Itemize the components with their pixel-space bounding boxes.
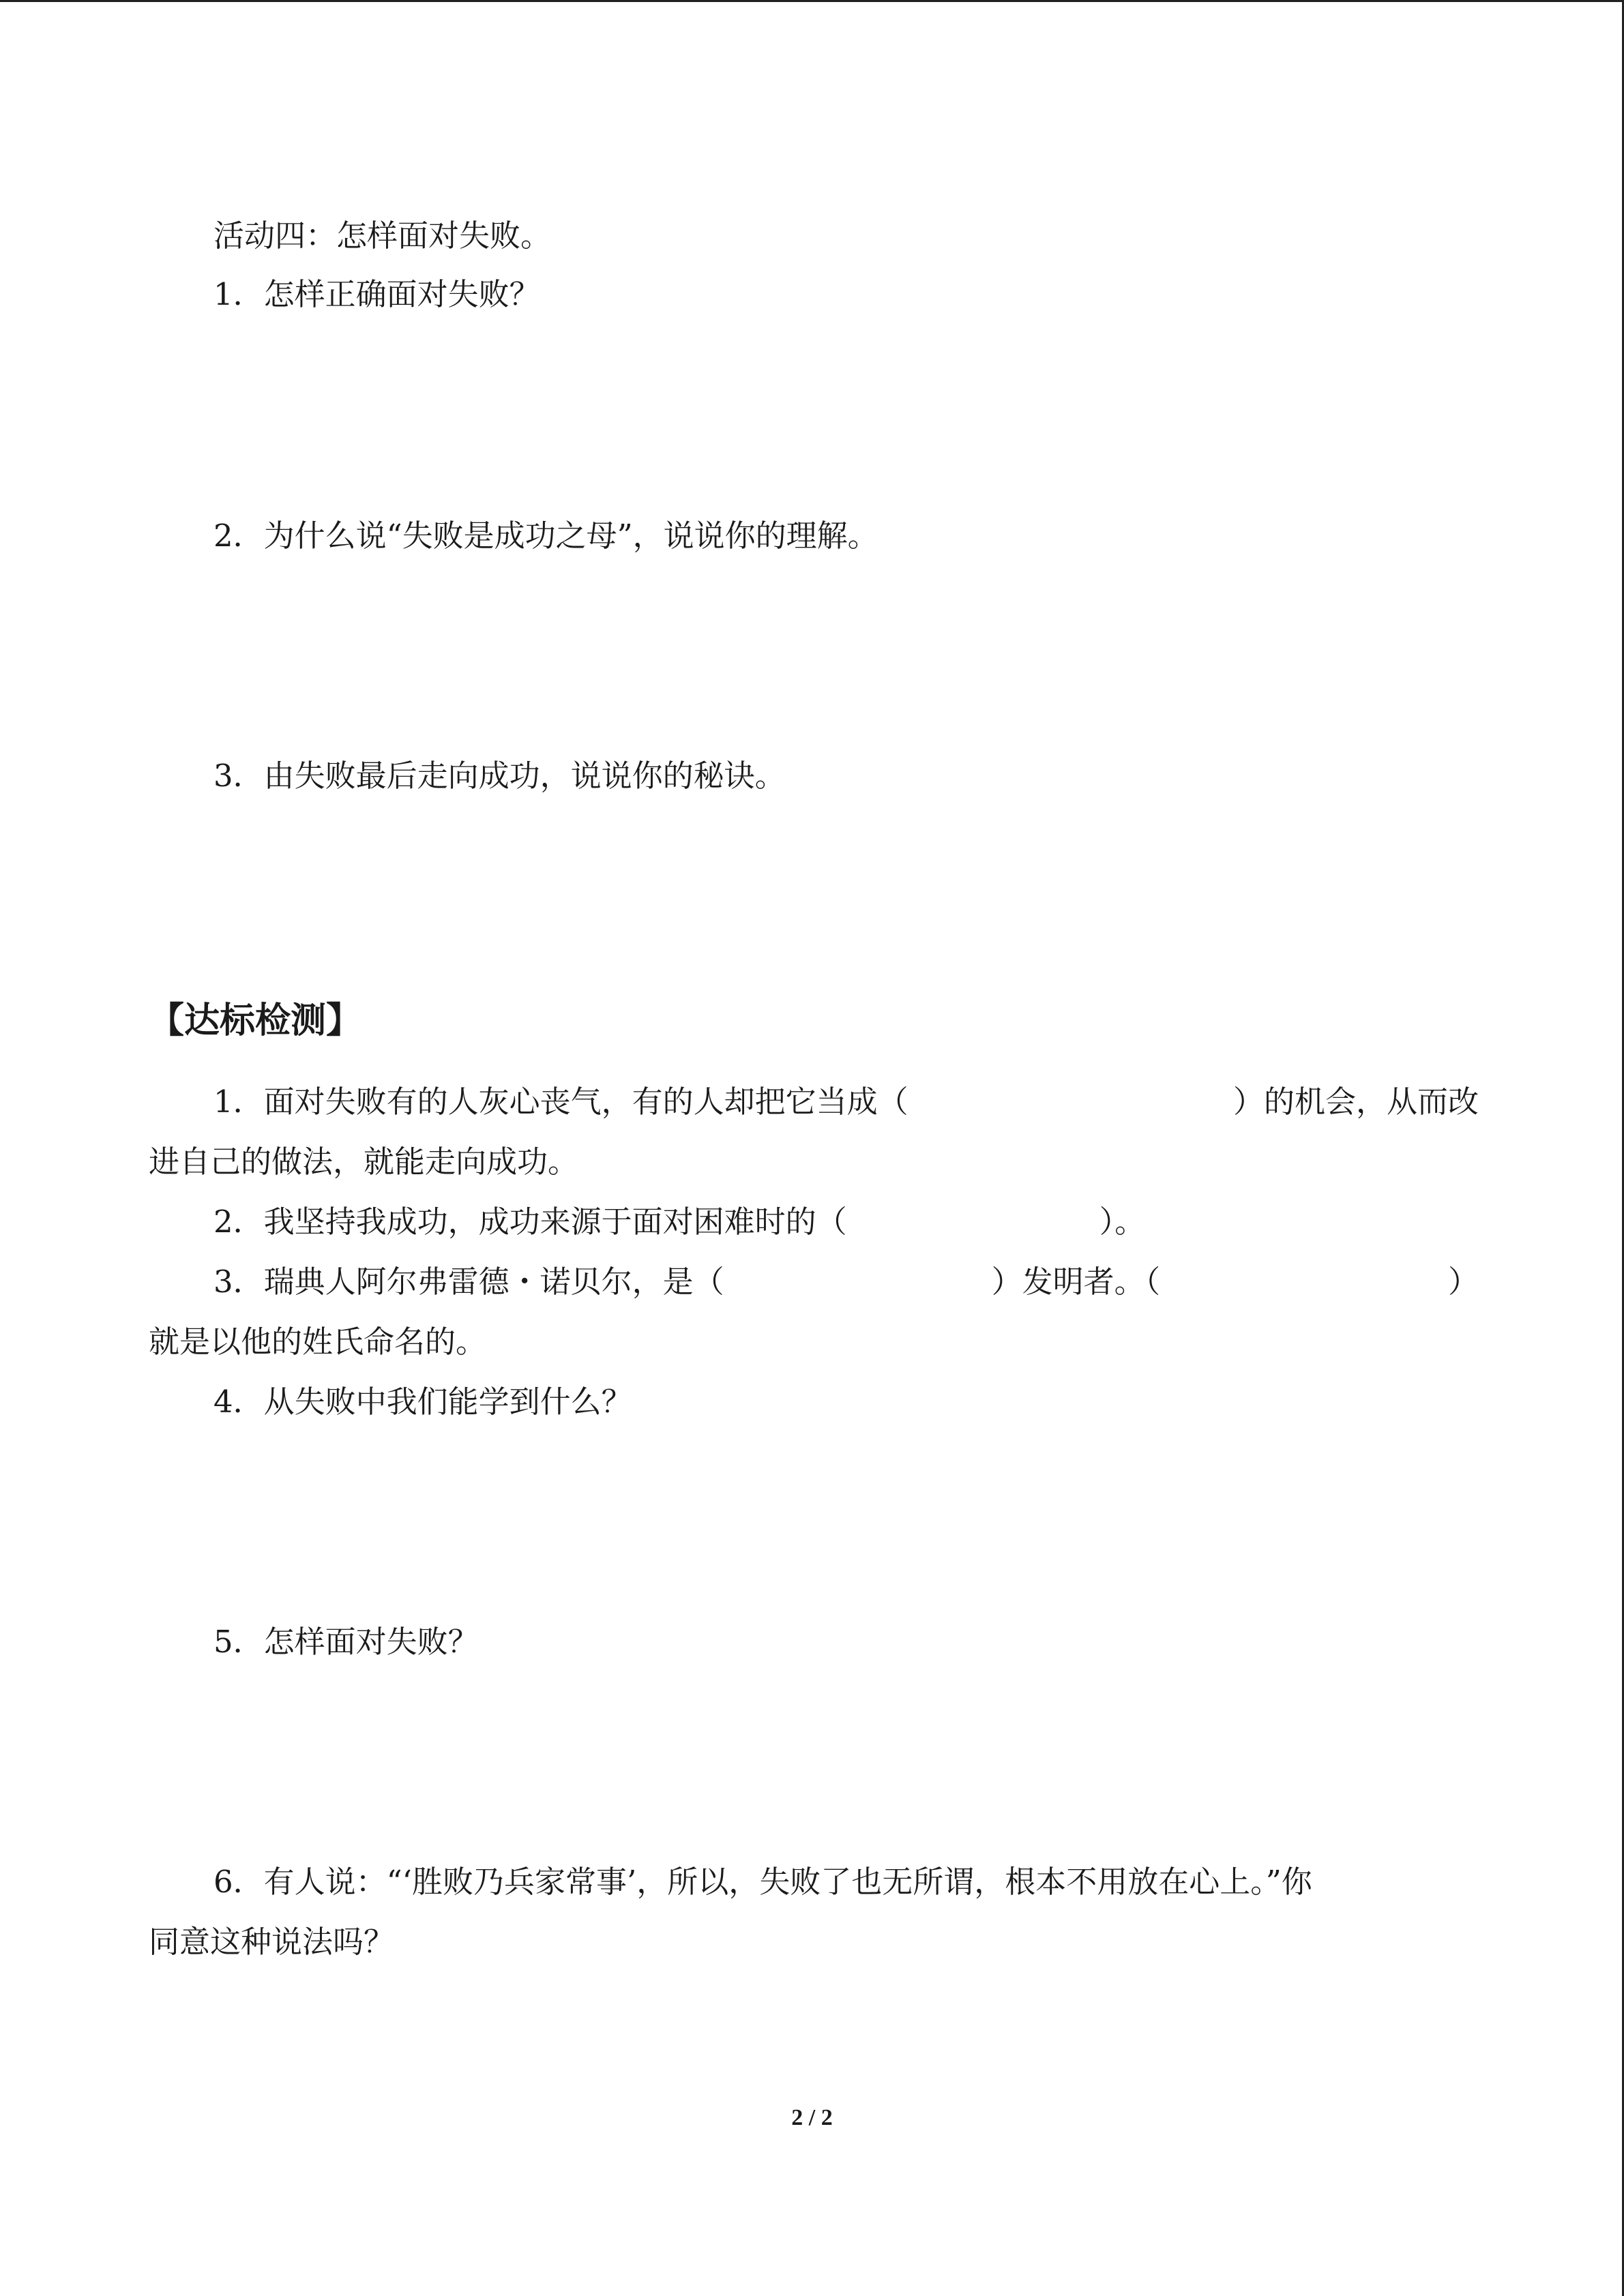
test-item-1-text-a: 1．面对失败有的人灰心丧气，有的人却把它当成（: [213, 1084, 909, 1120]
test-item-6-line-2: 同意这种说法吗？: [149, 1924, 395, 1960]
test-item-1-line-1: [213, 1082, 1479, 1122]
test-item-3-text-c: ）: [1447, 1264, 1479, 1300]
test-item-3-line-1: [213, 1262, 1479, 1302]
activity-question-3: 3．由失败最后走向成功，说说你的秘诀。: [213, 758, 786, 794]
test-item-1-line-2: 进自己的做法，就能走向成功。: [149, 1144, 579, 1180]
test-item-1-text-b: ）的机会，从而改: [1232, 1084, 1479, 1120]
test-item-3-text-a: 3．瑞典人阿尔弗雷德・诺贝尔，是（: [213, 1264, 724, 1300]
section-heading: 【达标检测】: [149, 1000, 362, 1041]
top-border: [0, 0, 1624, 2]
test-item-4: 4．从失败中我们能学到什么？: [213, 1384, 632, 1420]
activity-question-2: 2．为什么说“失败是成功之母”，说说你的理解。: [213, 518, 879, 554]
test-item-3-line-2: 就是以他的姓氏命名的。: [149, 1324, 487, 1360]
page-number: 2 / 2: [791, 2105, 833, 2130]
test-item-6-text-a: 6．有人说：“‘胜败乃兵家常事’，所以，失败了也无所谓，根本不用放在心上。”你: [213, 1864, 1312, 1900]
test-item-2-text-b: ）。: [1099, 1204, 1146, 1240]
test-item-3-text-b: ）发明者。（: [991, 1264, 1161, 1300]
test-item-6-line-1: [213, 1862, 1479, 1903]
test-item-2: [213, 1202, 1145, 1242]
activity-title: 活动四：怎样面对失败。: [213, 218, 552, 254]
test-item-2-text-a: 2．我坚持我成功，成功来源于面对困难时的（: [213, 1204, 847, 1240]
activity-question-1: 1．怎样正确面对失败？: [213, 276, 540, 312]
test-item-5: 5．怎样面对失败？: [213, 1624, 479, 1660]
